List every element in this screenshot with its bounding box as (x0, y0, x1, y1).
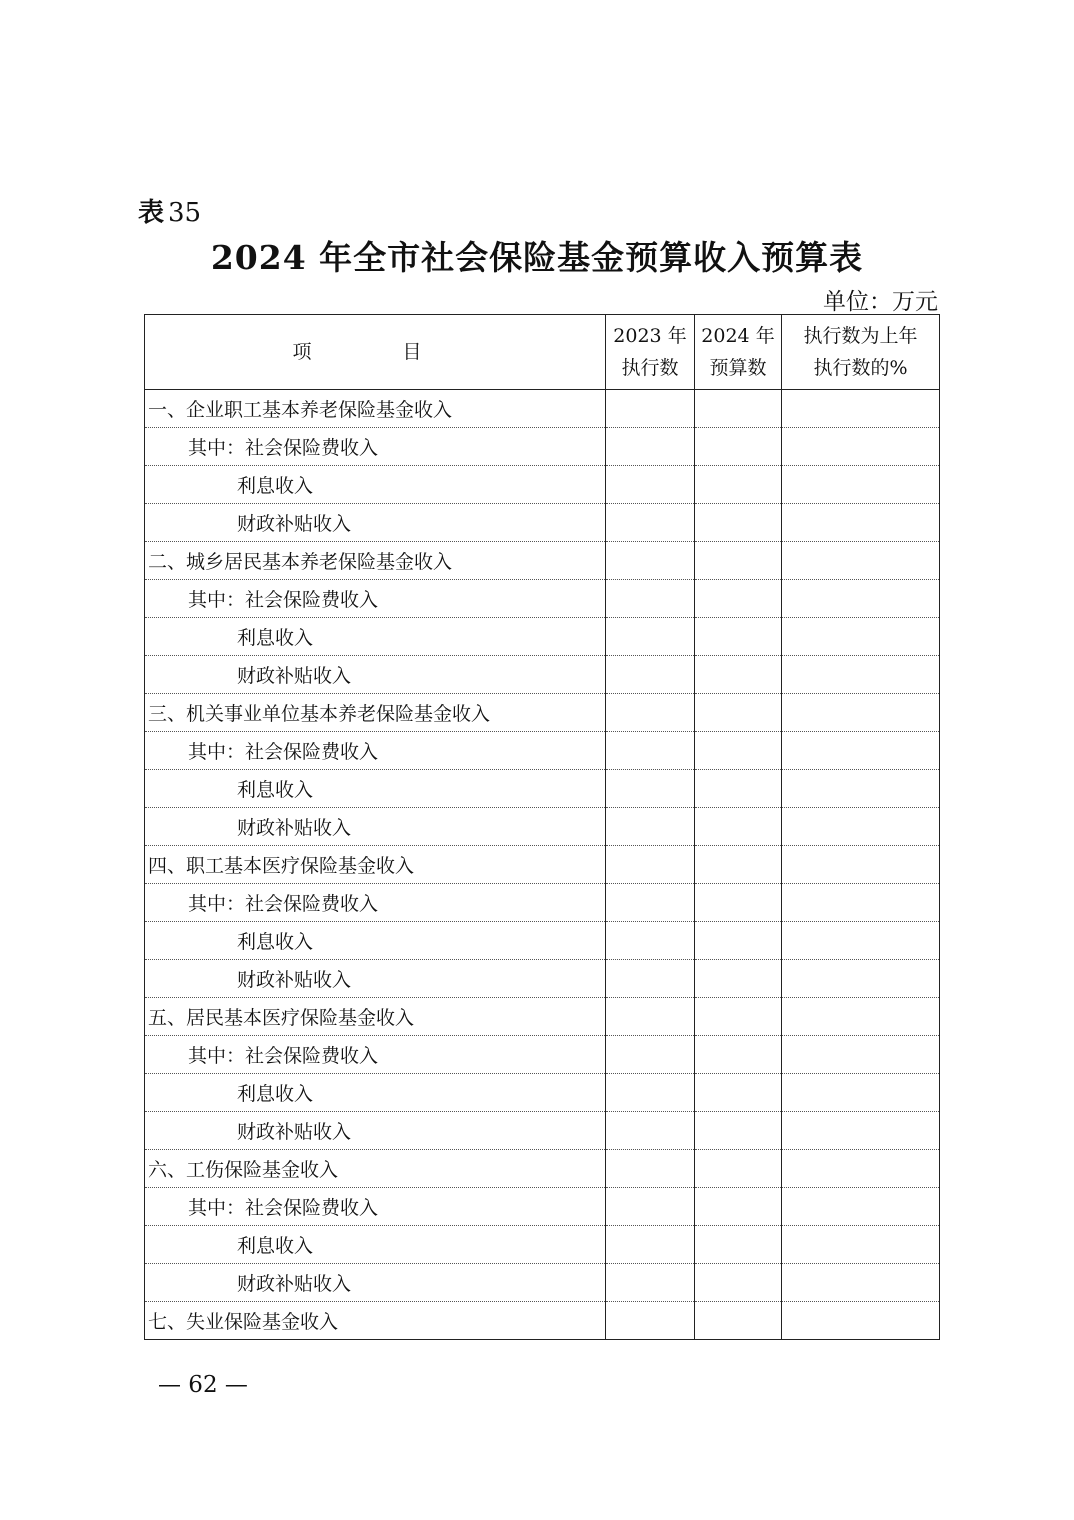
row-label: 财政补贴收入 (145, 504, 606, 542)
cell-2023-actual (606, 390, 695, 428)
row-label: 财政补贴收入 (145, 808, 606, 846)
cell-2023-actual (606, 466, 695, 504)
row-label: 利息收入 (145, 770, 606, 808)
cell-percent (782, 884, 940, 922)
cell-percent (782, 1226, 940, 1264)
table-label (138, 192, 201, 229)
cell-percent (782, 1302, 940, 1340)
row-label: 其中：社会保险费收入 (145, 884, 606, 922)
cell-2024-budget (695, 618, 782, 656)
cell-2023-actual (606, 428, 695, 466)
cell-2024-budget (695, 1036, 782, 1074)
row-label: 其中：社会保险费收入 (145, 1036, 606, 1074)
cell-percent (782, 1112, 940, 1150)
cell-2023-actual (606, 922, 695, 960)
table-row (145, 580, 940, 618)
cell-2023-actual (606, 1112, 695, 1150)
row-label: 利息收入 (145, 466, 606, 504)
table-row (145, 1226, 940, 1264)
table-row (145, 656, 940, 694)
cell-2024-budget (695, 732, 782, 770)
row-label: 财政补贴收入 (145, 1264, 606, 1302)
row-label: 五、居民基本医疗保险基金收入 (145, 998, 606, 1036)
table-row (145, 1302, 940, 1340)
table-row (145, 428, 940, 466)
row-label: 六、工伤保险基金收入 (145, 1150, 606, 1188)
table-row (145, 466, 940, 504)
row-label: 七、失业保险基金收入 (145, 1302, 606, 1340)
cell-2024-budget (695, 1226, 782, 1264)
cell-2024-budget (695, 960, 782, 998)
cell-2023-actual (606, 618, 695, 656)
table-row (145, 504, 940, 542)
cell-2023-actual (606, 808, 695, 846)
table-row (145, 618, 940, 656)
row-label: 利息收入 (145, 618, 606, 656)
cell-2024-budget (695, 542, 782, 580)
row-label: 其中：社会保险费收入 (145, 428, 606, 466)
table-header-row (145, 315, 940, 390)
table-row (145, 1188, 940, 1226)
row-label: 其中：社会保险费收入 (145, 1188, 606, 1226)
row-label: 一、企业职工基本养老保险基金收入 (145, 390, 606, 428)
row-label: 其中：社会保险费收入 (145, 732, 606, 770)
cell-percent (782, 580, 940, 618)
cell-2023-actual (606, 846, 695, 884)
cell-2024-budget (695, 808, 782, 846)
row-label: 其中：社会保险费收入 (145, 580, 606, 618)
row-label: 利息收入 (145, 1074, 606, 1112)
column-header-percent-of-last-year: 执行数为上年 执行数的% (782, 315, 940, 390)
cell-2023-actual (606, 656, 695, 694)
cell-2023-actual (606, 884, 695, 922)
cell-percent (782, 1074, 940, 1112)
cell-2024-budget (695, 884, 782, 922)
cell-2023-actual (606, 732, 695, 770)
cell-2024-budget (695, 1074, 782, 1112)
table-row (145, 732, 940, 770)
cell-percent (782, 504, 940, 542)
row-label: 财政补贴收入 (145, 656, 606, 694)
table-row (145, 1264, 940, 1302)
table-row (145, 770, 940, 808)
column-header-item: 项 目 (145, 315, 606, 390)
table-row (145, 390, 940, 428)
cell-2024-budget (695, 998, 782, 1036)
row-label: 财政补贴收入 (145, 1112, 606, 1150)
cell-2023-actual (606, 960, 695, 998)
cell-2023-actual (606, 1074, 695, 1112)
cell-2024-budget (695, 390, 782, 428)
cell-percent (782, 732, 940, 770)
cell-2024-budget (695, 656, 782, 694)
cell-percent (782, 466, 940, 504)
cell-percent (782, 922, 940, 960)
cell-percent (782, 960, 940, 998)
cell-2024-budget (695, 504, 782, 542)
row-label: 四、职工基本医疗保险基金收入 (145, 846, 606, 884)
unit-label: 单位：万元 (823, 289, 938, 315)
cell-2024-budget (695, 770, 782, 808)
row-label: 利息收入 (145, 1226, 606, 1264)
cell-2024-budget (695, 1264, 782, 1302)
cell-percent (782, 770, 940, 808)
cell-percent (782, 694, 940, 732)
table-row (145, 1150, 940, 1188)
cell-2023-actual (606, 1226, 695, 1264)
cell-percent (782, 808, 940, 846)
cell-2024-budget (695, 1112, 782, 1150)
row-label: 财政补贴收入 (145, 960, 606, 998)
cell-2024-budget (695, 1188, 782, 1226)
row-label: 三、机关事业单位基本养老保险基金收入 (145, 694, 606, 732)
cell-percent (782, 618, 940, 656)
cell-percent (782, 1188, 940, 1226)
cell-2024-budget (695, 694, 782, 732)
cell-percent (782, 998, 940, 1036)
cell-percent (782, 656, 940, 694)
table-number: 35 (168, 198, 202, 228)
table-row (145, 884, 940, 922)
cell-2023-actual (606, 1036, 695, 1074)
cell-2023-actual (606, 580, 695, 618)
cell-percent (782, 1264, 940, 1302)
cell-2024-budget (695, 1302, 782, 1340)
cell-percent (782, 390, 940, 428)
cell-2023-actual (606, 1188, 695, 1226)
page-number: — 62 — (158, 1372, 248, 1398)
table-row (145, 1036, 940, 1074)
table-row (145, 846, 940, 884)
cell-percent (782, 846, 940, 884)
column-header-2024-budget: 2024 年 预算数 (695, 315, 782, 390)
table-row (145, 808, 940, 846)
table-row (145, 694, 940, 732)
cell-2023-actual (606, 998, 695, 1036)
table-row (145, 960, 940, 998)
row-label: 二、城乡居民基本养老保险基金收入 (145, 542, 606, 580)
cell-2023-actual (606, 504, 695, 542)
table-body (145, 390, 940, 1340)
cell-2023-actual (606, 770, 695, 808)
cell-2024-budget (695, 580, 782, 618)
budget-table (144, 314, 940, 1340)
cell-percent (782, 1036, 940, 1074)
cell-2024-budget (695, 428, 782, 466)
table-label-prefix: 表 (138, 198, 165, 228)
cell-2024-budget (695, 846, 782, 884)
cell-percent (782, 542, 940, 580)
column-header-2023-actual: 2023 年 执行数 (606, 315, 695, 390)
table-row (145, 922, 940, 960)
cell-2023-actual (606, 1302, 695, 1340)
cell-2024-budget (695, 1150, 782, 1188)
cell-2023-actual (606, 1150, 695, 1188)
cell-2023-actual (606, 1264, 695, 1302)
document-title: 2024 年全市社会保险基金预算收入预算表 (210, 238, 864, 277)
cell-2023-actual (606, 542, 695, 580)
cell-percent (782, 1150, 940, 1188)
row-label: 利息收入 (145, 922, 606, 960)
table-row (145, 1074, 940, 1112)
cell-2024-budget (695, 466, 782, 504)
cell-2024-budget (695, 922, 782, 960)
cell-2023-actual (606, 694, 695, 732)
table-row (145, 998, 940, 1036)
table-row (145, 1112, 940, 1150)
cell-percent (782, 428, 940, 466)
table-row (145, 542, 940, 580)
